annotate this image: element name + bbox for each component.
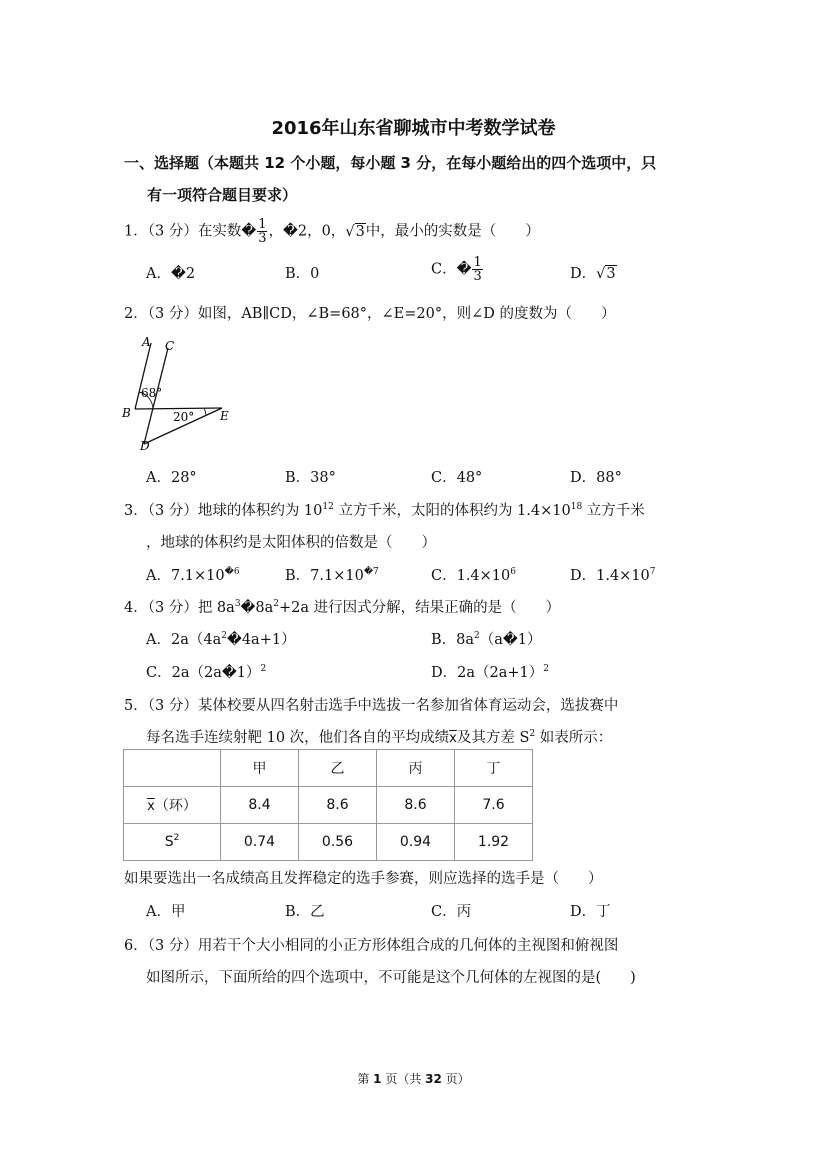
table-row-label — [124, 824, 221, 861]
question-5 — [124, 694, 618, 715]
radical-sign: √ — [596, 266, 606, 282]
page-footer — [0, 1070, 827, 1087]
parallel-lines-figure — [118, 332, 238, 456]
exponent: 12 — [322, 502, 334, 512]
option-text: C．2a（2a�1） — [146, 665, 261, 681]
exponent: �6 — [224, 567, 240, 577]
option-text: 0 — [310, 266, 320, 282]
option-b — [285, 262, 319, 283]
question-1 — [124, 218, 540, 245]
question-text: 如表所示： — [535, 730, 613, 746]
option-a: A．甲 — [146, 904, 186, 920]
table-header: 丙 — [377, 750, 455, 787]
exponent: 18 — [570, 502, 583, 512]
option-text: B．8a — [431, 632, 475, 648]
option-text: �2 — [170, 266, 196, 282]
question-5-after: 如果要选出一名成绩高且发挥稳定的选手参赛，则应选择的选手是（ ） — [124, 871, 603, 887]
question-3-line2: ，地球的体积约是太阳体积的倍数是（ ） — [146, 535, 436, 551]
option-a — [146, 564, 240, 585]
option-a: A．28° — [146, 470, 197, 486]
question-6 — [124, 934, 618, 955]
footer-text: 页） — [441, 1072, 470, 1086]
option-d — [570, 262, 617, 283]
table-cell: 7.6 — [455, 787, 533, 824]
footer-text: 第 — [357, 1072, 374, 1086]
question-text: （3 分）把 8a — [147, 600, 235, 616]
option-b: B．乙 — [285, 904, 325, 920]
radicand: 3 — [606, 266, 616, 282]
exponent: 7 — [649, 567, 656, 577]
question-text: �8a — [240, 600, 274, 616]
question-text: （3 分）在实数 — [147, 223, 242, 240]
table-row — [124, 750, 533, 787]
minus-glyph: � — [456, 261, 472, 278]
table-cell: 8.6 — [299, 787, 377, 824]
table-cell — [124, 750, 221, 787]
question-3 — [124, 499, 645, 520]
option-c: C．丙 — [431, 904, 472, 920]
fraction-numerator: 1 — [473, 255, 482, 270]
section-heading-line2: 有一项符合题目要求） — [147, 186, 298, 204]
question-2 — [124, 302, 616, 323]
question-4 — [124, 596, 560, 617]
option-text: A．7.1×10 — [146, 568, 225, 584]
label-c: C — [165, 339, 175, 353]
table-row — [124, 824, 533, 861]
fraction — [257, 218, 267, 245]
question-number: 2． — [124, 306, 148, 322]
fraction-denominator: 3 — [258, 231, 267, 246]
x-bar-symbol: $\overline{x}$ — [147, 799, 155, 814]
option-d — [431, 661, 549, 682]
question-text: 立方千米，太阳的体积约为 1.4×10 — [333, 503, 571, 519]
table-header: 丁 — [455, 750, 533, 787]
minus-glyph: � — [241, 223, 257, 240]
angle-b-label: 68° — [141, 386, 163, 400]
x-bar-symbol: $\overline{x}$ — [449, 731, 457, 746]
label-d: D — [140, 439, 150, 453]
option-text: （a�1） — [479, 632, 542, 648]
label-b: B — [122, 406, 131, 420]
option-c — [146, 661, 266, 682]
table-cell: 0.56 — [299, 824, 377, 861]
option-label: A． — [146, 266, 171, 282]
question-number: 6． — [124, 938, 148, 954]
square-root — [596, 266, 616, 282]
page-title: 2016年山东省聊城市中考数学试卷 — [271, 118, 556, 139]
question-text: 及其方差 S — [456, 730, 530, 746]
question-text: ，�2，0， — [268, 223, 346, 240]
question-number: 3． — [124, 503, 148, 519]
exponent: 2 — [529, 729, 536, 739]
option-text: �4a+1） — [226, 632, 296, 648]
question-text: 中，最小的实数是（ ） — [365, 223, 540, 240]
label-e: E — [220, 409, 229, 423]
question-number: 5． — [124, 698, 148, 714]
option-c: C．48° — [431, 470, 483, 486]
exponent: 2 — [273, 599, 280, 609]
footer-text: 页（共 — [381, 1072, 426, 1086]
exponent: 2 — [221, 631, 227, 641]
option-b — [431, 628, 542, 649]
option-a — [146, 628, 296, 649]
question-text: （3 分）地球的体积约为 10 — [147, 503, 323, 519]
question-text: 每名选手连续射靶 10 次，他们各自的平均成绩 — [146, 730, 450, 746]
row-label-text: （环） — [154, 798, 197, 814]
exponent: 2 — [173, 833, 180, 843]
exponent: 2 — [543, 664, 549, 674]
option-text: C．1.4×10 — [431, 568, 511, 584]
option-text: D．1.4×10 — [570, 568, 650, 584]
question-text: 立方千米 — [582, 503, 645, 519]
page-number: 1 — [373, 1072, 382, 1086]
question-text: （3 分）某体校要从四名射击选手中选拔一名参加省体育运动会，选拔赛中 — [147, 698, 619, 714]
table-header: 乙 — [299, 750, 377, 787]
option-b: B．38° — [285, 470, 336, 486]
question-text: （3 分）如图，AB∥CD，∠B=68°，∠E=20°，则∠D 的度数为（ ） — [147, 306, 616, 322]
angle-e-label: 20° — [173, 410, 195, 424]
section-heading-line1: 一、选择题（本题共 12 个小题，每小题 3 分，在每小题给出的四个选项中，只 — [124, 154, 657, 172]
radical-sign: √ — [345, 223, 355, 240]
table-cell: 1.92 — [455, 824, 533, 861]
option-label: D． — [570, 266, 597, 282]
question-number: 4． — [124, 600, 148, 616]
option-d: D．88° — [570, 470, 622, 486]
option-d — [570, 564, 656, 585]
row-label-text: S — [164, 834, 174, 850]
table-header: 甲 — [221, 750, 299, 787]
question-number: 1． — [124, 223, 148, 240]
option-b — [285, 564, 379, 585]
fraction-denominator: 3 — [473, 269, 482, 284]
option-label: B． — [285, 266, 311, 282]
option-label: C． — [431, 261, 457, 278]
radicand: 3 — [355, 223, 365, 240]
option-text: B．7.1×10 — [285, 568, 364, 584]
option-a — [146, 262, 195, 283]
question-6-line2: 如图所示，下面所给的四个选项中，不可能是这个几何体的左视图的是( ) — [146, 970, 636, 986]
label-a: A — [142, 335, 151, 349]
total-pages: 32 — [425, 1072, 442, 1086]
option-d: D．丁 — [570, 904, 611, 920]
scores-table — [123, 749, 533, 861]
question-text: （3 分）用若干个大小相同的小正方形体组合成的几何体的主视图和俯视图 — [147, 938, 619, 954]
question-text: +2a 进行因式分解，结果正确的是（ ） — [279, 600, 561, 616]
table-row — [124, 787, 533, 824]
question-5-line2 — [146, 726, 612, 747]
option-c — [431, 564, 516, 585]
square-root — [345, 224, 365, 240]
exponent: 2 — [474, 631, 480, 641]
fraction — [472, 256, 482, 283]
table-cell: 0.74 — [221, 824, 299, 861]
option-text: A．2a（4a — [146, 632, 222, 648]
fraction-numerator: 1 — [258, 217, 267, 232]
exponent: 3 — [234, 599, 241, 609]
table-cell: 0.94 — [377, 824, 455, 861]
table-cell: 8.6 — [377, 787, 455, 824]
exponent: 6 — [510, 567, 516, 577]
exponent: 2 — [260, 664, 267, 674]
table-cell: 8.4 — [221, 787, 299, 824]
exponent: �7 — [363, 567, 379, 577]
table-row-label — [124, 787, 221, 824]
option-text: D．2a（2a+1） — [431, 665, 544, 681]
option-c — [431, 256, 484, 283]
